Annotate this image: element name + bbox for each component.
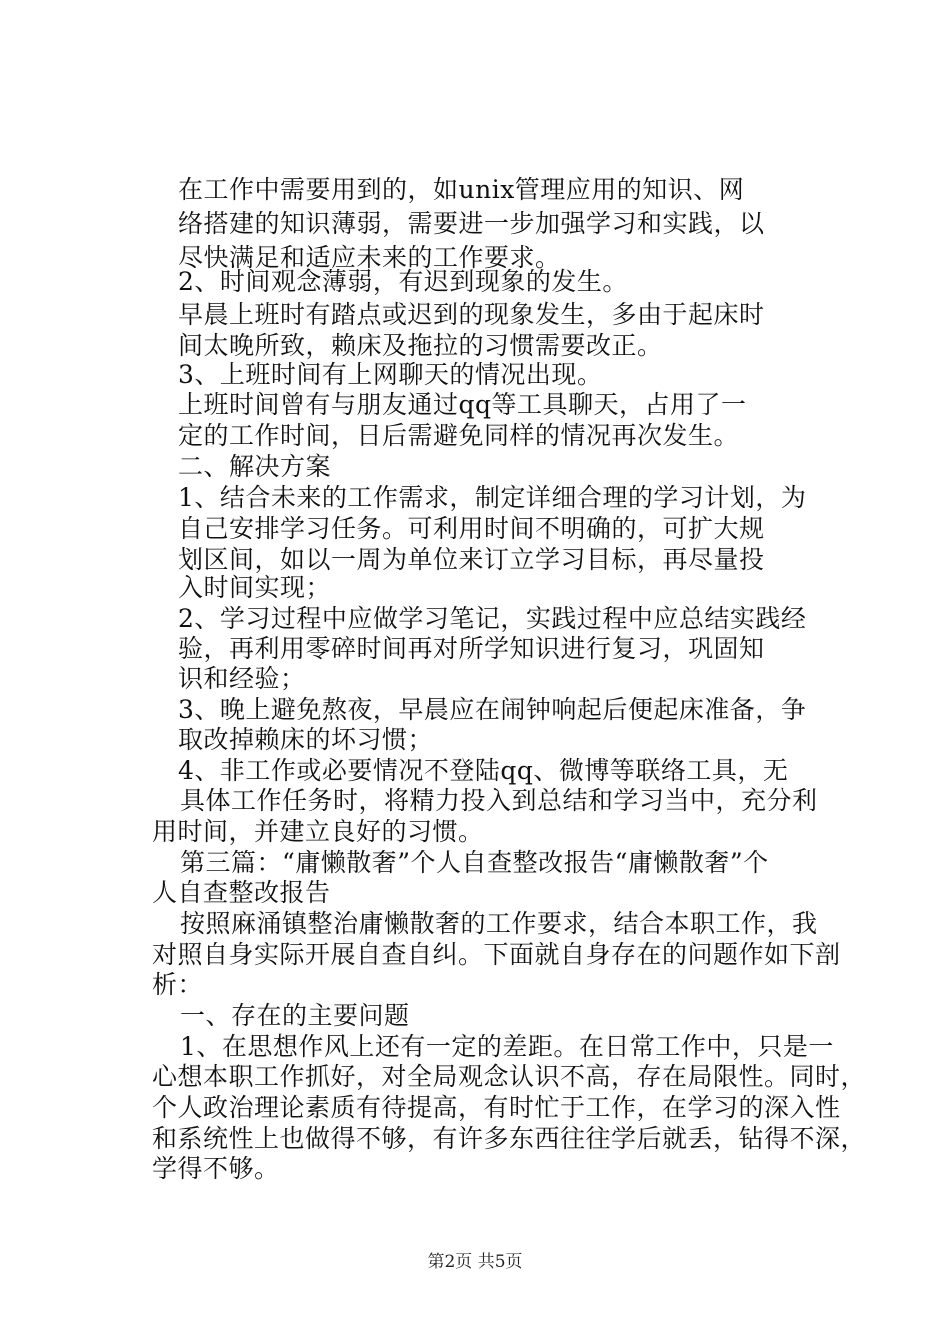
page-number-footer: 第2页 共5页 [427,1252,523,1272]
text-line: 2、学习过程中应做学习笔记，实践过程中应总结实践经 [178,604,807,633]
text-line: 具体工作任务时，将精力投入到总结和学习当中，充分利 [180,786,818,815]
text-line: 1、在思想作风上还有一定的差距。在日常工作中，只是一 [180,1032,834,1061]
text-line: 按照麻涌镇整治庸懒散奢的工作要求，结合本职工作，我 [180,909,818,938]
section-heading: 人自查整改报告 [152,878,331,907]
text-line: 早晨上班时有踏点或迟到的现象发生，多由于起床时 [178,300,765,329]
text-line: 入时间实现； [178,573,332,602]
text-line: 络搭建的知识薄弱，需要进一步加强学习和实践，以 [178,209,765,238]
text-line: 对照自身实际开展自查自纠。下面就自身存在的问题作如下剖 [152,940,841,969]
text-line: 划区间，如以一周为单位来订立学习目标，再尽量投 [178,545,765,574]
text-line: 个人政治理论素质有待提高，有时忙于工作，在学习的深入性 [152,1093,841,1122]
section-heading: 一、存在的主要问题 [180,1001,410,1030]
text-line: 在工作中需要用到的，如unix管理应用的知识、网 [178,175,745,204]
section-heading: 二、解决方案 [178,452,332,481]
text-line: 3、晚上避免熬夜，早晨应在闹钟响起后便起床准备，争 [178,695,807,724]
text-line: 和系统性上也做得不够，有许多东西往往学后就丢，钻得不深， [152,1124,867,1153]
text-line: 用时间，并建立良好的习惯。 [152,817,484,846]
text-line: 1、结合未来的工作需求，制定详细合理的学习计划，为 [178,483,807,512]
text-line: 间太晚所致，赖床及拖拉的习惯需要改正。 [178,331,663,360]
text-line: 心想本职工作抓好，对全局观念认识不高，存在局限性。同时， [152,1062,867,1091]
text-line: 学得不够。 [152,1154,280,1183]
section-heading: 第三篇：“庸懒散奢”个人自查整改报告“庸懒散奢”个 [180,848,769,877]
text-line: 4、非工作或必要情况不登陆qq、微博等联络工具，无 [178,756,789,785]
text-line: 上班时间曾有与朋友通过qq等工具聊天，占用了一 [178,390,747,419]
text-line: 尽快满足和适应未来的工作要求。 [178,243,561,272]
text-line: 验，再利用零碎时间再对所学知识进行复习，巩固知 [178,634,765,663]
text-line: 识和经验； [178,664,306,693]
text-line: 2、时间观念薄弱，有迟到现象的发生。 [178,267,628,296]
text-line: 定的工作时间，日后需避免同样的情况再次发生。 [178,421,740,450]
text-line: 析： [152,970,204,999]
text-line: 自己安排学习任务。可利用时间不明确的，可扩大规 [178,514,765,543]
text-line: 取改掉赖床的坏习惯； [178,725,434,754]
text-line: 3、上班时间有上网聊天的情况出现。 [178,360,603,389]
